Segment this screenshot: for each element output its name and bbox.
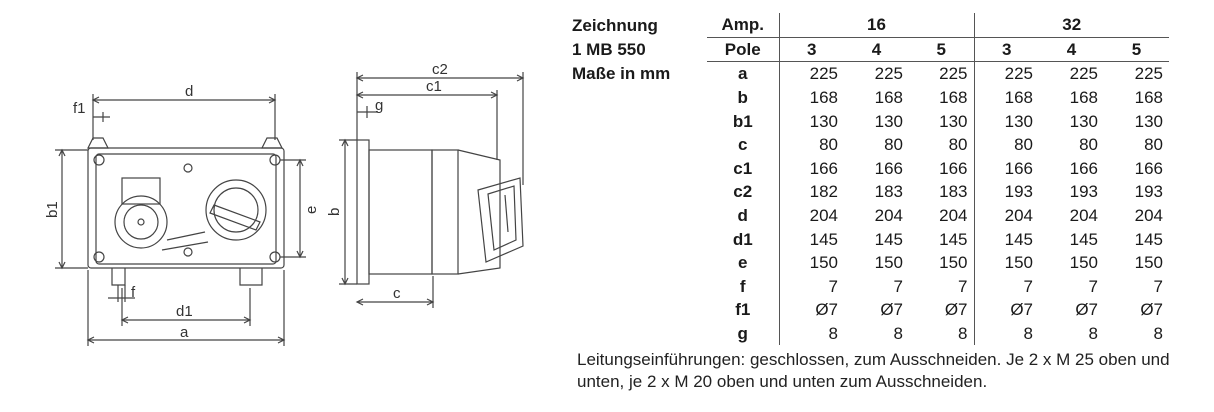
table-row: [572, 86, 1169, 110]
value-cell: 8: [893, 324, 903, 344]
value-cell: 145: [1069, 229, 1098, 249]
value-cell: 193: [974, 180, 1039, 204]
value-cell: Ø7: [1075, 300, 1098, 320]
measures-label: [572, 227, 707, 251]
header-row-pole: [572, 37, 1169, 62]
value-cell: 166: [1134, 158, 1164, 178]
value-cell: 130: [1134, 111, 1164, 131]
dimension-key: f: [739, 276, 746, 296]
measures-label: [572, 133, 707, 157]
value-cell: 150: [1069, 253, 1098, 273]
value-cell: 7: [1153, 276, 1164, 296]
value-cell: 145: [1134, 229, 1164, 249]
table-row: [572, 322, 1169, 346]
value-cell: 204: [1134, 206, 1164, 226]
value-cell: 204: [939, 206, 968, 226]
pole-cell: 3: [779, 37, 844, 62]
value-cell: Ø7: [944, 300, 968, 320]
value-cell: 7: [893, 276, 903, 296]
value-cell: 168: [939, 88, 968, 108]
pole-cell: 5: [909, 37, 974, 62]
label-f1: f1: [73, 100, 86, 117]
measures-label: [572, 180, 707, 204]
value-cell: 8: [1153, 324, 1164, 344]
value-cell: 166: [974, 157, 1039, 181]
measures-label: [572, 275, 707, 299]
value-cell: 225: [1069, 64, 1098, 84]
value-cell: 225: [939, 64, 968, 84]
dimension-key: c: [738, 135, 748, 155]
measures-label: Maße in mm: [572, 64, 671, 84]
dimension-key: c1: [733, 158, 753, 178]
table-row: [572, 227, 1169, 251]
label-c2: c2: [432, 61, 448, 78]
measures-label: [572, 322, 707, 346]
table-row: [572, 204, 1169, 228]
value-cell: 183: [874, 182, 903, 202]
value-cell: Ø7: [779, 298, 844, 322]
label-d1: d1: [176, 303, 193, 320]
value-cell: 150: [974, 251, 1039, 275]
value-cell: Ø7: [974, 298, 1039, 322]
table-row: [572, 109, 1169, 133]
footnote: Leitungseinführungen: geschlossen, zum Ausschneiden. Je 2 x M 25 oben und unten, je 2 x M 20 oben und unten zum Ausschneiden.: [577, 350, 1170, 391]
amp-32: 32: [974, 13, 1169, 37]
value-cell: 168: [1069, 88, 1098, 108]
value-cell: 7: [779, 275, 844, 299]
dimension-key: g: [737, 324, 748, 344]
value-cell: Ø7: [1140, 300, 1164, 320]
dimension-key: c2: [733, 182, 753, 202]
table-row: [572, 298, 1169, 322]
zeichnung-label: Zeichnung: [572, 15, 658, 35]
dimension-key: d1: [732, 229, 753, 249]
value-cell: 193: [1134, 182, 1164, 202]
label-b: b: [326, 207, 343, 216]
value-cell: 204: [779, 204, 844, 228]
value-cell: 204: [1069, 206, 1098, 226]
dimension-key: a: [738, 64, 748, 84]
value-cell: 80: [884, 135, 903, 155]
value-cell: 7: [974, 275, 1039, 299]
value-cell: 80: [1144, 135, 1164, 155]
value-cell: 145: [874, 229, 903, 249]
value-cell: 130: [939, 111, 968, 131]
pole-cell: 3: [974, 37, 1039, 62]
value-cell: Ø7: [880, 300, 903, 320]
value-cell: 168: [874, 88, 903, 108]
pole-label: Pole: [707, 37, 779, 62]
value-cell: 166: [779, 157, 844, 181]
table-row: [572, 133, 1169, 157]
value-cell: 8: [974, 322, 1039, 346]
dimension-key: b1: [732, 111, 753, 131]
value-cell: 166: [939, 158, 968, 178]
label-c: c: [393, 285, 401, 302]
amp-16: 16: [779, 13, 974, 37]
value-cell: 168: [974, 86, 1039, 110]
label-b1: b1: [44, 201, 61, 218]
value-cell: 80: [779, 133, 844, 157]
value-cell: 130: [779, 109, 844, 133]
amp-label: Amp.: [707, 13, 779, 37]
label-g: g: [375, 97, 384, 114]
table-row: [572, 251, 1169, 275]
value-cell: 8: [958, 324, 968, 344]
label-a: a: [180, 324, 189, 341]
pole-cell: 4: [844, 37, 909, 62]
value-cell: 168: [1134, 88, 1164, 108]
value-cell: 168: [779, 86, 844, 110]
value-cell: 145: [779, 227, 844, 251]
value-cell: 150: [939, 253, 968, 273]
dimension-key: f1: [735, 300, 751, 320]
technical-drawing: [0, 0, 560, 412]
measures-label: [572, 251, 707, 275]
value-cell: 150: [1134, 253, 1164, 273]
value-cell: 7: [1088, 276, 1098, 296]
value-cell: 130: [974, 109, 1039, 133]
dimension-table: [572, 13, 1172, 345]
dimension-key: b: [737, 88, 748, 108]
value-cell: 183: [939, 182, 968, 202]
measures-label: [572, 109, 707, 133]
table-body: [572, 62, 1169, 346]
value-cell: 80: [1079, 135, 1098, 155]
dimension-key: d: [737, 206, 748, 226]
value-cell: 166: [874, 158, 903, 178]
value-cell: 7: [958, 276, 968, 296]
table-row: [572, 157, 1169, 181]
value-cell: 225: [1134, 64, 1164, 84]
value-cell: 145: [974, 227, 1039, 251]
value-cell: 225: [874, 64, 903, 84]
measures-label: [572, 157, 707, 181]
label-e: e: [303, 205, 320, 214]
value-cell: 193: [1069, 182, 1098, 202]
value-cell: 225: [779, 62, 844, 86]
value-cell: 150: [874, 253, 903, 273]
header-row-amp: [572, 13, 1169, 37]
value-cell: 204: [974, 204, 1039, 228]
measures-label: [572, 204, 707, 228]
label-f: f: [131, 284, 136, 301]
value-cell: 204: [874, 206, 903, 226]
dimension-key: e: [738, 253, 748, 273]
value-cell: 150: [779, 251, 844, 275]
pole-cell: 5: [1104, 37, 1169, 62]
measures-label: [572, 298, 707, 322]
table-row: [572, 275, 1169, 299]
label-d: d: [185, 83, 194, 100]
value-cell: 80: [948, 135, 968, 155]
label-c1: c1: [426, 78, 442, 95]
value-cell: 130: [874, 111, 903, 131]
measures-label: [572, 86, 707, 110]
value-cell: 166: [1069, 158, 1098, 178]
value-cell: 225: [974, 62, 1039, 86]
value-cell: 8: [779, 322, 844, 346]
value-cell: 145: [939, 229, 968, 249]
value-cell: 8: [1088, 324, 1098, 344]
pole-cell: 4: [1039, 37, 1104, 62]
table-row: [572, 180, 1169, 204]
value-cell: 130: [1069, 111, 1098, 131]
value-cell: 80: [974, 133, 1039, 157]
value-cell: 182: [779, 180, 844, 204]
model-label: 1 MB 550: [572, 39, 646, 59]
table-row: [572, 62, 1169, 86]
